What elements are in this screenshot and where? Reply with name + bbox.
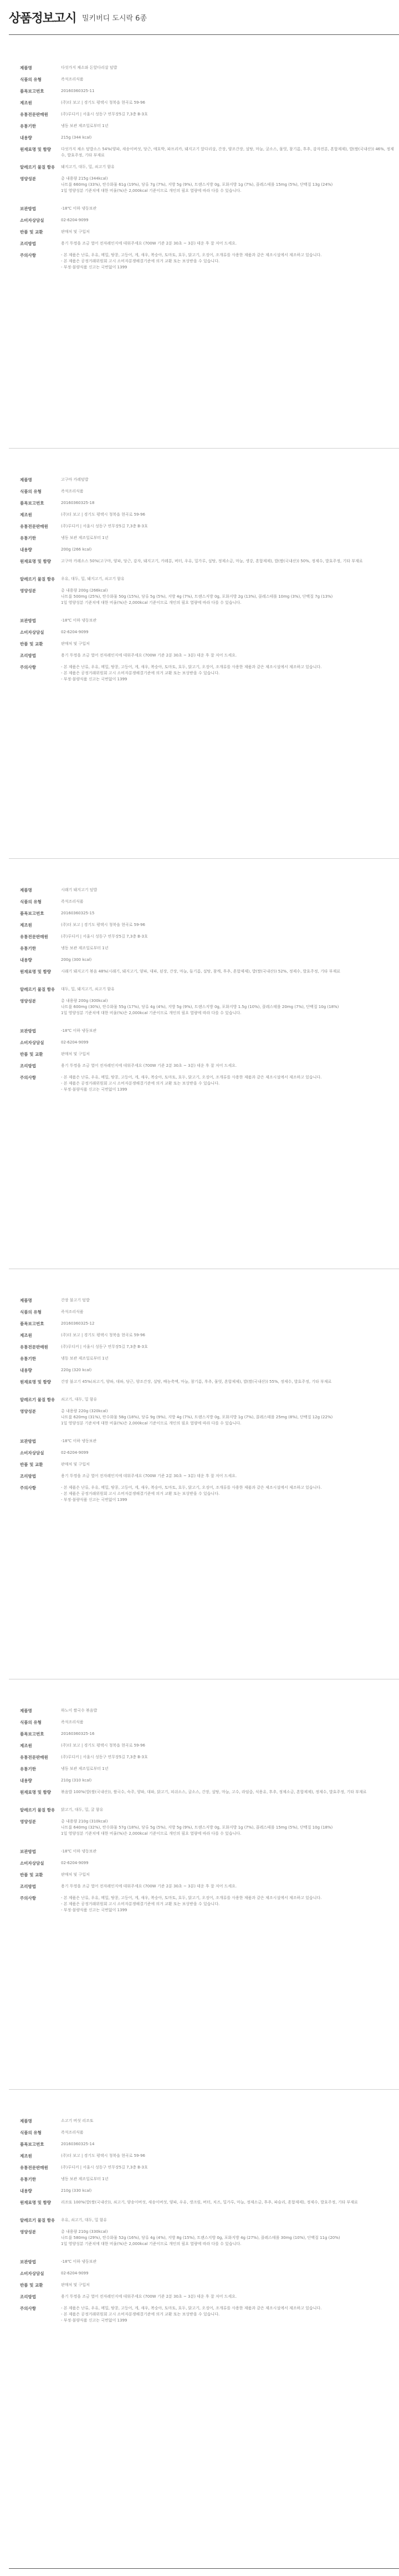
info-value: 간장 불고기 덮밥 [61, 1298, 90, 1302]
info-label: 품목보고번호 [20, 1321, 44, 1326]
info-label: 주의사항 [20, 253, 36, 258]
info-row [9, 1075, 399, 1104]
info-label: 유통기한 [20, 2177, 36, 2182]
info-value: 215g (344 kcal) [61, 135, 92, 140]
info-value: - 본 제품은 난류, 우유, 메밀, 땅콩, 고등어, 게, 새우, 복숭아, 토마토, 호두, 닭고기, 오징어, 조개류를 사용한 제품과 같은 제조시설에서 제조하고 있습니다. - 본 제품은 공정거래위원회 고시 소비자분쟁해결기준에 의거 교환 또는 보상받을 수 있습니다. - 부정·불량식품 신고는 국번없이 1399 [61, 253, 322, 269]
info-value: 고구마 카레덮밥 [61, 477, 89, 482]
info-label: 알레르기 물질 함유 [20, 1808, 55, 1813]
info-row [9, 88, 399, 100]
info-value: 02-6204-9099 [61, 1861, 89, 1865]
info-label: 제조원 [20, 512, 32, 517]
info-label: 보관방법 [20, 1849, 36, 1854]
info-row [9, 1708, 399, 1719]
info-row [9, 1344, 399, 1356]
section-divider [9, 448, 399, 449]
info-label: 소비자상담실 [20, 1040, 44, 1045]
info-row [9, 576, 399, 588]
info-label: 내용량 [20, 2188, 32, 2193]
info-label: 영양성분 [20, 1409, 36, 1414]
info-row [9, 488, 399, 500]
info-value: 총 내용량 210g (330kcal) 나트륨 580mg (29%), 탄수화물 52g (16%), 당류 4g (4%), 지방 8g (15%), 트랜스지방 0g, 포화지방 4g (27%), 콜레스테롤 30mg (10%), 단백질 11g (20%) 1일 영양성분 기준치에 대한 비율(%)은 2,000kcal 기준이므로 개인의 필요 열량에 따라 다를 수 있습니다. [61, 2229, 340, 2246]
info-row [9, 2270, 399, 2282]
info-row [9, 547, 399, 558]
header-divider [9, 34, 399, 35]
info-label: 영양성분 [20, 999, 36, 1004]
info-row [9, 2217, 399, 2229]
info-label: 제조원 [20, 100, 32, 105]
info-label: 유통기한 [20, 946, 36, 951]
info-row [9, 1367, 399, 1379]
info-row [9, 1332, 399, 1344]
info-value: 용기 뚜껑을 조금 열어 전자레인지에 데워주세요 (700W 기준 2분 30초 ~ 3분) 데운 후 잘 저어 드세요. [61, 1474, 237, 1478]
info-row [9, 1849, 399, 1860]
info-row [9, 922, 399, 934]
info-value: 20160360325-15 [61, 911, 95, 915]
info-label: 주의사항 [20, 2306, 36, 2311]
info-row [9, 1321, 399, 1332]
info-row [9, 65, 399, 77]
info-row [9, 2259, 399, 2270]
info-label: 반품 및 교환 [20, 230, 43, 235]
info-row [9, 2141, 399, 2153]
info-row [9, 523, 399, 535]
info-row [9, 111, 399, 123]
info-label: 유통기한 [20, 536, 36, 541]
info-row [9, 618, 399, 629]
section-divider [9, 2089, 399, 2090]
info-value: 200g (300 kcal) [61, 958, 92, 962]
info-row [9, 206, 399, 217]
product-section [9, 887, 399, 1104]
info-value: - 본 제품은 난류, 우유, 메밀, 땅콩, 고등어, 게, 새우, 복숭아, 토마토, 호두, 닭고기, 오징어, 조개류를 사용한 제품과 같은 제조시설에서 제조하고 있습니다. - 본 제품은 공정거래위원회 고시 소비자분쟁해결기준에 의거 교환 또는 보상받을 수 있습니다. - 부정·불량식품 신고는 국번없이 1399 [61, 1075, 322, 1092]
info-label: 유통기한 [20, 1356, 36, 1361]
info-label: 제조원 [20, 1333, 32, 1338]
info-label: 주의사항 [20, 1896, 36, 1901]
info-label: 유통기한 [20, 1766, 36, 1771]
info-label: 제조원 [20, 923, 32, 928]
info-label: 품목보고번호 [20, 501, 44, 506]
info-row [9, 957, 399, 969]
info-value: (주)더 보고 | 경기도 평택시 청북읍 현곡로 59-96 [61, 1333, 145, 1337]
info-label: 식품의 유형 [20, 1310, 42, 1315]
info-row [9, 1860, 399, 1872]
info-value: 판매처 및 구입처 [61, 1872, 90, 1877]
product-section [9, 1708, 399, 1925]
info-value: -18℃ 이하 냉동보관 [61, 1029, 97, 1033]
info-label: 내용량 [20, 958, 32, 963]
info-value: (주)루디커 | 서울시 성동구 연무장5길 7,3층 B-3호 [61, 934, 148, 939]
info-value: 02-6204-9099 [61, 1040, 89, 1045]
info-row [9, 945, 399, 957]
info-row [9, 986, 399, 998]
info-row [9, 664, 399, 694]
info-row [9, 910, 399, 922]
info-row [9, 653, 399, 664]
info-row [9, 1051, 399, 1063]
info-value: 쇠고기, 대두, 밀 함유 [61, 1397, 98, 1402]
info-label: 보관방법 [20, 1029, 36, 1034]
info-label: 원재료명 및 함량 [20, 559, 51, 564]
info-value: (주)루디커 | 서울시 성동구 연무장5길 7,3층 B-3호 [61, 2165, 148, 2170]
info-label: 제품명 [20, 65, 32, 70]
info-value: 냉동 보관 제조일로부터 1년 [61, 124, 109, 128]
page-header [0, 0, 399, 39]
info-value: 볶음밥 100%(밥(쌀(국내산)), 쌀국수, 숙주, 양파, 대파, 닭고기, 피쉬소스, 굴소스, 간장, 설탕, 마늘, 고수, 라임즙, 식용유, 후추, 정제소금, 혼합제제), 정제수, 발효주정, 기타 부재료 [61, 1790, 367, 1794]
info-row [9, 1754, 399, 1766]
info-row [9, 146, 399, 164]
info-label: 내용량 [20, 135, 32, 140]
info-value: - 본 제품은 난류, 우유, 메밀, 땅콩, 고등어, 게, 새우, 복숭아, 토마토, 호두, 닭고기, 오징어, 조개류를 사용한 제품과 같은 제조시설에서 제조하고 있습니다. - 본 제품은 공정거래위원회 고시 소비자분쟁해결기준에 의거 교환 또는 보상받을 수 있습니다. - 부정·불량식품 신고는 국번없이 1399 [61, 1896, 322, 1912]
info-label: 식품의 유형 [20, 77, 42, 82]
info-value: 냉동 보관 제조일로부터 1년 [61, 1766, 109, 1771]
info-label: 소비자상담실 [20, 630, 44, 635]
info-row [9, 1778, 399, 1789]
info-label: 알레르기 물질 함유 [20, 987, 55, 992]
info-value: -18℃ 이하 냉동보관 [61, 1439, 97, 1443]
info-value: -18℃ 이하 냉동보관 [61, 1849, 97, 1854]
info-row [9, 217, 399, 229]
info-value: 냉동 보관 제조일로부터 1년 [61, 2177, 109, 2181]
info-label: 식품의 유형 [20, 2130, 42, 2135]
info-label: 유통전문판매원 [20, 112, 48, 117]
info-value: 시래기 돼지고기 볶음 48%(시래기, 돼지고기, 양파, 대파, 된장, 간장, 마늘, 들기름, 설탕, 참깨, 후추, 혼합제제), 밥(쌀(국내산)) 52%, 정제수, 발효주정, 기타 부재료 [61, 969, 341, 974]
info-row [9, 558, 399, 576]
info-value: 우유, 쇠고기, 대두, 밀 함유 [61, 2218, 108, 2222]
info-value: 용기 뚜껑을 조금 열어 전자레인지에 데워주세요 (700W 기준 2분 30초 ~ 3분) 데운 후 잘 저어 드세요. [61, 1884, 237, 1888]
info-row [9, 887, 399, 899]
info-label: 제품명 [20, 2119, 32, 2124]
info-label: 반품 및 교환 [20, 642, 43, 646]
info-value: (주)루디커 | 서울시 성동구 연무장5길 7,3층 B-3호 [61, 112, 148, 116]
info-label: 보관방법 [20, 618, 36, 623]
info-value: 판매처 및 구입처 [61, 642, 90, 646]
info-label: 유통전문판매원 [20, 524, 48, 529]
info-value: 냉동 보관 제조일로부터 1년 [61, 946, 109, 950]
info-row [9, 2118, 399, 2130]
info-label: 보관방법 [20, 1439, 36, 1444]
info-row [9, 1719, 399, 1731]
product-section [9, 2118, 399, 2335]
info-label: 소비자상담실 [20, 1861, 44, 1866]
info-value: 판매처 및 구입처 [61, 1462, 90, 1467]
info-value: 200g (266 kcal) [61, 547, 92, 552]
info-label: 내용량 [20, 1368, 32, 1373]
info-row [9, 1028, 399, 1040]
info-label: 식품의 유형 [20, 1720, 42, 1725]
info-row [9, 1883, 399, 1895]
info-label: 제조원 [20, 2154, 32, 2158]
info-row [9, 1309, 399, 1321]
info-label: 조리방법 [20, 653, 36, 658]
info-value: 총 내용량 200g (266kcal) 나트륨 500mg (25%), 탄수화물 50g (15%), 당류 5g (5%), 지방 4g (7%), 트랜스지방 0g, 포화지방 2g (13%), 콜레스테롤 10mg (3%), 단백질 7g (13%) 1일 영양성분 기준치에 대한 비율(%)은 2,000kcal 기준이므로 개인의 필요 열량에 따라 다를 수 있습니다. [61, 588, 333, 605]
info-row [9, 477, 399, 488]
info-value: 용기 뚜껑을 조금 열어 전자레인지에 데워주세요 (700W 기준 2분 30초 ~ 3분) 데운 후 잘 저어 드세요. [61, 1063, 237, 1068]
info-label: 반품 및 교환 [20, 1462, 43, 1467]
info-label: 주의사항 [20, 1075, 36, 1080]
info-row [9, 500, 399, 512]
info-value: 용기 뚜껑을 조금 열어 전자레인지에 데워주세요 (700W 기준 2분 30초 ~ 3분) 데운 후 잘 저어 드세요. [61, 241, 237, 246]
info-row [9, 1789, 399, 1807]
info-row [9, 535, 399, 547]
info-value: 총 내용량 200g (300kcal) 나트륨 600mg (30%), 탄수화물 55g (17%), 당류 4g (4%), 지방 5g (9%), 트랜스지방 0g, 포화지방 1.5g (10%), 콜레스테롤 20mg (7%), 단백질 10g (18%) 1일 영양성분 기준치에 대한 비율(%)은 2,000kcal 기준이므로 개인의 필요 열량에 따라 다를 수 있습니다. [61, 999, 339, 1015]
info-label: 영양성분 [20, 1819, 36, 1824]
info-value: 총 내용량 210g (310kcal) 나트륨 640mg (32%), 탄수화물 57g (18%), 당류 5g (5%), 지방 5g (9%), 트랜스지방 0g, 포화지방 1g (7%), 콜레스테롤 15mg (5%), 단백질 10g (18%) 1일 영양성분 기준치에 대한 비율(%)은 2,000kcal 기준이므로 개인의 필요 열량에 따라 다를 수 있습니다. [61, 1819, 333, 1836]
info-row [9, 135, 399, 146]
info-value: 하노이 쌀국수 볶음밥 [61, 1708, 98, 1713]
info-label: 원재료명 및 함량 [20, 969, 51, 974]
info-row [9, 2229, 399, 2259]
info-label: 반품 및 교환 [20, 2283, 43, 2288]
info-label: 내용량 [20, 1778, 32, 1783]
info-row [9, 1450, 399, 1462]
info-row [9, 934, 399, 945]
info-value: 20160360325-14 [61, 2142, 95, 2146]
info-row [9, 1379, 399, 1397]
info-value: 판매처 및 구입처 [61, 1052, 90, 1056]
info-row [9, 2294, 399, 2305]
info-row [9, 1731, 399, 1743]
info-value: 210g (310 kcal) [61, 1778, 92, 1783]
info-value: 20160360325-18 [61, 501, 95, 505]
info-row [9, 1462, 399, 1473]
info-value: -18℃ 이하 냉동보관 [61, 206, 97, 211]
info-row [9, 176, 399, 206]
info-value: 02-6204-9099 [61, 1450, 89, 1455]
info-value: 용기 뚜껑을 조금 열어 전자레인지에 데워주세요 (700W 기준 2분 30초 ~ 3분) 데운 후 잘 저어 드세요. [61, 2294, 237, 2299]
info-value: 즉석조리식품 [61, 2130, 84, 2135]
info-label: 조리방법 [20, 2294, 36, 2299]
info-label: 주의사항 [20, 1485, 36, 1490]
info-label: 식품의 유형 [20, 489, 42, 494]
info-value: 판매처 및 구입처 [61, 230, 90, 234]
info-value: - 본 제품은 난류, 우유, 메밀, 땅콩, 고등어, 게, 새우, 복숭아, 토마토, 호두, 닭고기, 오징어, 조개류를 사용한 제품과 같은 제조시설에서 제조하고 있습니다. - 본 제품은 공정거래위원회 고시 소비자분쟁해결기준에 의거 교환 또는 보상받을 수 있습니다. - 부정·불량식품 신고는 국번없이 1399 [61, 1485, 322, 1502]
info-value: (주)더 보고 | 경기도 평택시 청북읍 현곡로 59-96 [61, 2154, 145, 2158]
info-label: 알레르기 물질 함유 [20, 1397, 55, 1402]
info-value: 02-6204-9099 [61, 2271, 89, 2275]
info-label: 유통전문판매원 [20, 1345, 48, 1350]
info-row [9, 1485, 399, 1515]
info-value: 20160360325-12 [61, 1321, 95, 1326]
info-label: 품목보고번호 [20, 911, 44, 916]
info-value: -18℃ 이하 냉동보관 [61, 2259, 97, 2264]
info-row [9, 2305, 399, 2335]
info-label: 반품 및 교환 [20, 1052, 43, 1057]
info-label: 품목보고번호 [20, 1732, 44, 1737]
info-label: 유통전문판매원 [20, 934, 48, 939]
info-row [9, 588, 399, 618]
info-value: 02-6204-9099 [61, 218, 89, 222]
info-value: 총 내용량 215g (344kcal) 나트륨 660mg (33%), 탄수화물 61g (19%), 당류 7g (7%), 지방 5g (9%), 트랜스지방 0g, 포화지방 1g (7%), 콜레스테롤 15mg (5%), 단백질 13g (24%) 1일 영양성분 기준치에 대한 비율(%)은 2,000kcal 기준이므로 개인의 필요 열량에 따라 다를 수 있습니다. [61, 176, 333, 193]
info-value: 즉석조리식품 [61, 489, 84, 493]
info-row [9, 641, 399, 653]
info-label: 제품명 [20, 1298, 32, 1303]
info-label: 품목보고번호 [20, 89, 44, 94]
info-row [9, 1766, 399, 1778]
info-row [9, 2200, 399, 2217]
info-row [9, 512, 399, 523]
page-bottom-divider [9, 2568, 399, 2569]
info-label: 보관방법 [20, 206, 36, 211]
info-label: 영양성분 [20, 588, 36, 593]
info-value: 20160360325-11 [61, 89, 95, 93]
info-value: 210g (330 kcal) [61, 2188, 92, 2193]
info-label: 보관방법 [20, 2259, 36, 2264]
info-value: (주)더 보고 | 경기도 평택시 청북읍 현곡로 59-96 [61, 1743, 145, 1748]
info-row [9, 1473, 399, 1485]
info-value: 냉동 보관 제조일로부터 1년 [61, 1356, 109, 1361]
info-value: (주)더 보고 | 경기도 평택시 청북읍 현곡로 59-96 [61, 100, 145, 105]
info-value: 대두, 밀, 돼지고기, 쇠고기 함유 [61, 987, 115, 991]
info-label: 유통기한 [20, 124, 36, 129]
info-row [9, 1807, 399, 1819]
info-row [9, 229, 399, 241]
info-value: (주)루디커 | 서울시 성동구 연무장5길 7,3층 B-3호 [61, 1755, 148, 1759]
info-value: 다섯가지 채소와 돈앞다리살 덮밥 [61, 65, 117, 70]
info-row [9, 252, 399, 282]
info-row [9, 2282, 399, 2294]
info-label: 주의사항 [20, 665, 36, 670]
info-row [9, 100, 399, 111]
info-value: -18℃ 이하 냉동보관 [61, 618, 97, 623]
info-value: 총 내용량 220g (320kcal) 나트륨 620mg (31%), 탄수화물 58g (18%), 당류 9g (9%), 지방 4g (7%), 트랜스지방 0g, 포화지방 1g (7%), 콜레스테롤 25mg (8%), 단백질 12g (22%) 1일 영양성분 기준치에 대한 비율(%)은 2,000kcal 기준이므로 개인의 필요 열량에 따라 다를 수 있습니다. [61, 1409, 333, 1426]
info-value: 냉동 보관 제조일로부터 1년 [61, 536, 109, 540]
info-row [9, 1040, 399, 1051]
info-value: - 본 제품은 난류, 우유, 메밀, 땅콩, 고등어, 게, 새우, 복숭아, 토마토, 호두, 닭고기, 오징어, 조개류를 사용한 제품과 같은 제조시설에서 제조하고 있습니다. - 본 제품은 공정거래위원회 고시 소비자분쟁해결기준에 의거 교환 또는 보상받을 수 있습니다. - 부정·불량식품 신고는 국번없이 1399 [61, 665, 322, 681]
info-label: 영양성분 [20, 2229, 36, 2234]
info-label: 조리방법 [20, 1474, 36, 1479]
info-label: 제품명 [20, 1708, 32, 1713]
info-label: 원재료명 및 함량 [20, 1790, 51, 1795]
page-subtitle: 밀키버디 도시락 6종 [82, 14, 147, 23]
info-row [9, 2153, 399, 2165]
info-value: 즉석조리식품 [61, 899, 84, 904]
info-label: 품목보고번호 [20, 2142, 44, 2147]
info-label: 유통전문판매원 [20, 1755, 48, 1760]
info-value: (주)더 보고 | 경기도 평택시 청북읍 현곡로 59-96 [61, 512, 145, 517]
info-label: 소비자상담실 [20, 2271, 44, 2276]
info-row [9, 998, 399, 1028]
info-value: (주)루디커 | 서울시 성동구 연무장5길 7,3층 B-3호 [61, 1345, 148, 1349]
info-value: 용기 뚜껑을 조금 열어 전자레인지에 데워주세요 (700W 기준 2분 30초 ~ 3분) 데운 후 잘 저어 드세요. [61, 653, 237, 658]
info-label: 제품명 [20, 888, 32, 893]
info-label: 원재료명 및 함량 [20, 147, 51, 152]
info-value: 닭고기, 대두, 밀, 굴 함유 [61, 1808, 104, 1812]
page-title: 상품정보고시 [9, 12, 76, 26]
info-row [9, 2165, 399, 2176]
info-value: 돼지고기, 대두, 밀, 쇠고기 함유 [61, 165, 115, 169]
info-value: 즉석조리식품 [61, 1310, 84, 1314]
info-value: 우유, 대두, 밀, 돼지고기, 쇠고기 함유 [61, 577, 125, 581]
info-value: (주)루디커 | 서울시 성동구 연무장5길 7,3층 B-3호 [61, 524, 148, 528]
info-row [9, 1397, 399, 1408]
info-row [9, 2176, 399, 2188]
info-label: 내용량 [20, 547, 32, 552]
info-row [9, 2130, 399, 2141]
info-label: 알레르기 물질 함유 [20, 2218, 55, 2223]
info-value: 즉석조리식품 [61, 77, 84, 82]
info-label: 영양성분 [20, 176, 36, 181]
info-label: 제조원 [20, 1743, 32, 1748]
info-value: 다섯가지 채소 덮밥소스 54%(양파, 새송이버섯, 당근, 애호박, 파프리카, 돼지고기 앞다리살, 간장, 양조간장, 설탕, 마늘, 굴소스, 물엿, 참기름, 후추, 감자전분, 혼합제제), 밥(쌀(국내산)) 46%, 정제수, 발효주정, 기타 부재료 [61, 147, 394, 157]
info-row [9, 1438, 399, 1450]
info-value: (주)더 보고 | 경기도 평택시 청북읍 현곡로 59-96 [61, 923, 145, 927]
info-row [9, 77, 399, 88]
info-row [9, 241, 399, 252]
info-row [9, 1743, 399, 1754]
info-label: 알레르기 물질 함유 [20, 577, 55, 582]
info-row [9, 1408, 399, 1438]
product-section [9, 65, 399, 282]
info-value: 고구마 카레소스 50%(고구마, 양파, 당근, 감자, 돼지고기, 카레분, 버터, 우유, 밀가루, 설탕, 정제소금, 마늘, 생강, 혼합제제), 밥(쌀(국내산)) 50%, 정제수, 발효주정, 기타 부재료 [61, 559, 363, 563]
info-label: 제품명 [20, 477, 32, 482]
info-row [9, 164, 399, 176]
info-value: 20160360325-16 [61, 1732, 95, 1736]
info-value: 220g (320 kcal) [61, 1368, 92, 1372]
info-label: 원재료명 및 함량 [20, 2200, 51, 2205]
info-row [9, 1872, 399, 1883]
info-label: 조리방법 [20, 1884, 36, 1889]
info-row [9, 629, 399, 641]
info-value: 즉석조리식품 [61, 1720, 84, 1724]
section-divider [9, 858, 399, 859]
info-value: - 본 제품은 난류, 우유, 메밀, 땅콩, 고등어, 게, 새우, 복숭아, 토마토, 호두, 닭고기, 오징어, 조개류를 사용한 제품과 같은 제조시설에서 제조하고 있습니다. - 본 제품은 공정거래위원회 고시 소비자분쟁해결기준에 의거 교환 또는 보상받을 수 있습니다. - 부정·불량식품 신고는 국번없이 1399 [61, 2306, 322, 2323]
product-section [9, 477, 399, 694]
info-label: 알레르기 물질 함유 [20, 165, 55, 170]
info-row [9, 1297, 399, 1309]
info-label: 원재료명 및 함량 [20, 1379, 51, 1384]
info-label: 조리방법 [20, 1063, 36, 1068]
info-label: 조리방법 [20, 241, 36, 246]
info-row [9, 899, 399, 910]
info-value: 리조또 100%(밥(쌀(국내산)), 쇠고기, 양송이버섯, 새송이버섯, 양파, 우유, 생크림, 버터, 치즈, 밀가루, 마늘, 정제소금, 후추, 파슬리, 혼합제제), 정제수, 발효주정, 기타 부재료 [61, 2200, 358, 2205]
info-row [9, 1063, 399, 1075]
info-label: 반품 및 교환 [20, 1872, 43, 1877]
info-value: 시래기 돼지고기 덮밥 [61, 888, 98, 892]
info-value: 판매처 및 구입처 [61, 2283, 90, 2287]
info-label: 소비자상담실 [20, 1450, 44, 1455]
info-value: 간장 불고기 45%(쇠고기, 양파, 대파, 당근, 양조간장, 설탕, 배농축액, 마늘, 참기름, 후추, 물엿, 혼합제제), 밥(쌀(국내산)) 55%, 정제수, 발효주정, 기타 부재료 [61, 1379, 332, 1384]
info-value: 소고기 버섯 리조또 [61, 2119, 94, 2123]
info-row [9, 1895, 399, 1925]
info-row [9, 123, 399, 135]
info-label: 소비자상담실 [20, 218, 44, 223]
info-label: 유통전문판매원 [20, 2165, 48, 2170]
info-row [9, 969, 399, 986]
info-row [9, 1819, 399, 1849]
info-value: 02-6204-9099 [61, 630, 89, 634]
product-section [9, 1297, 399, 1515]
info-row [9, 2188, 399, 2200]
info-label: 식품의 유형 [20, 899, 42, 904]
info-row [9, 1356, 399, 1367]
